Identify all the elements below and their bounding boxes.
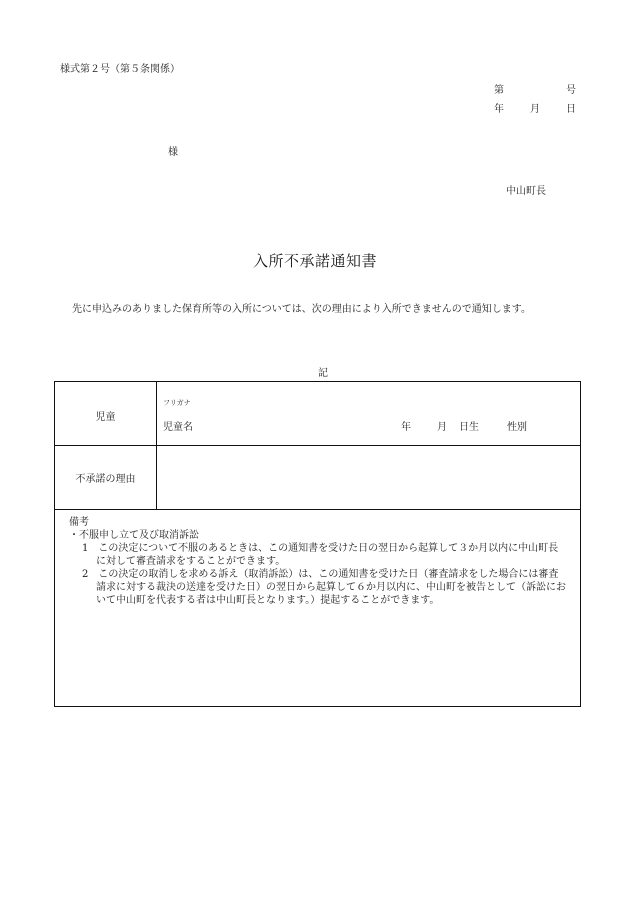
child-name-label: 児童名 xyxy=(163,422,193,433)
birth-month-label: 月 xyxy=(437,422,447,433)
ki-marker: 記 xyxy=(318,368,328,379)
document-number-prefix: 第 xyxy=(494,85,504,96)
document-title: 入所不承諾通知書 xyxy=(252,252,377,270)
form-number: 様式第２号（第５条関係） xyxy=(60,64,180,75)
sex-label: 性別 xyxy=(507,422,527,433)
remarks-heading: 備考 xyxy=(69,517,89,528)
date-day: 日 xyxy=(566,104,576,115)
row-divider-2 xyxy=(55,509,580,510)
addressee-suffix: 様 xyxy=(168,147,178,158)
birth-day-label: 日生 xyxy=(459,422,479,433)
remarks-subheading: ・不服申し立て及び取消訴訟 xyxy=(69,530,199,541)
notice-body: 先に申込みのありました保育所等の入所については、次の理由により入所できませんので通知します。 xyxy=(72,304,531,315)
date-year: 年 xyxy=(494,104,504,115)
notice-table xyxy=(54,381,581,707)
furigana-label: フリガナ xyxy=(163,399,191,407)
remarks xyxy=(69,516,566,607)
reason-label: 不承諾の理由 xyxy=(75,474,136,485)
row-divider-1 xyxy=(55,445,580,446)
issuer: 中山町長 xyxy=(506,186,546,197)
date-month: 月 xyxy=(530,104,540,115)
document-number-suffix: 号 xyxy=(566,85,576,96)
remarks-item-2: 2 この決定の取消しを求める訴え（取消訴訟）は、この通知書を受けた日（審査請求をした場合には審査請求に対する裁決の送達を受けた日）の翌日から起算して６か月以内に、中山町を被告として（訴訟において中山町を代表する者は中山町長となります。）提起することができます。 xyxy=(82,569,566,606)
remarks-item-1: 1 この決定について不服のあるときは、この通知書を受けた日の翌日から起算して３か月以内に中山町長に対して審査請求をすることができます。 xyxy=(82,543,559,567)
birth-year-label: 年 xyxy=(401,422,411,433)
child-label: 児童 xyxy=(95,412,116,423)
